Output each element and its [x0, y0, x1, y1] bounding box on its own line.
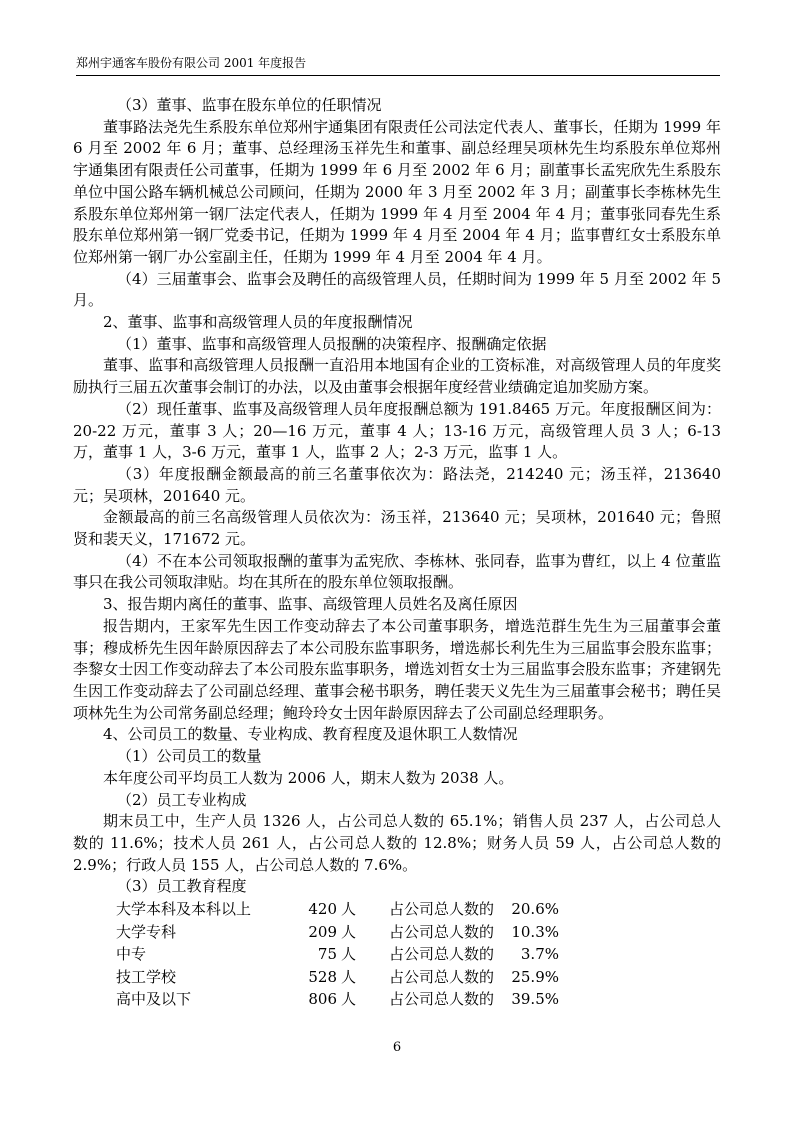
section-heading: 2、董事、监事和高级管理人员的年度报酬情况 [103, 313, 413, 332]
education-level: 大学本科及本科以上 [116, 900, 252, 919]
table-row [116, 921, 559, 944]
education-level: 高中及以下 [116, 990, 192, 1009]
education-percent: 39.5% [511, 990, 559, 1009]
percent-label: 占公司总人数的 [389, 945, 495, 964]
paragraph: （3）年度报酬金额最高的前三名董事依次为：路法尧，214240 元；汤玉祥，213640 元；吴项林，201640 元。 [73, 464, 721, 505]
education-percent: 3.7% [520, 945, 559, 964]
section-heading: 4、公司员工的数量、专业构成、教育程度及退休职工人数情况 [103, 725, 518, 744]
paragraph: （3）董事、监事在股东单位的任职情况 [117, 96, 382, 114]
paragraph: 董事、监事和高级管理人员报酬一直沿用本地国有企业的工资标准，对高级管理人员的年度奖励执行三届五次董事会制订的办法，以及由董事会根据年度经营业绩确定追加奖励方案。 [73, 356, 721, 397]
paragraph: 金额最高的前三名高级管理人员依次为：汤玉祥，213640 元；吴项林，201640 元；鲁照贤和裴天义，171672 元。 [73, 508, 721, 549]
page-header [76, 55, 720, 76]
count-unit: 人 [341, 967, 357, 986]
education-level: 中专 [116, 945, 147, 964]
education-count: 806 [308, 990, 337, 1009]
paragraph: （1）董事、监事和高级管理人员报酬的决策程序、报酬确定依据 [117, 334, 547, 353]
paragraph: 本年度公司平均员工人数为 2006 人，期末人数为 2038 人。 [103, 768, 514, 787]
education-count: 209 [308, 922, 337, 941]
paragraph: （2）员工专业构成 [117, 790, 247, 809]
paragraph: 报告期内，王家军先生因工作变动辞去了本公司董事职务，增选范群生先生为三届董事会董事；穆成桥先生因年龄原因辞去了本公司股东监事职务，增选郝长利先生为三届监事会股东监事；李黎女士因工作变动辞去了本公司股东监事职务，增选刘哲女士为三届监事会股东监事；齐建钢先生因工作变动辞去了公司副总经理、董事会秘书职务，聘任裴天义先生为三届董事会秘书；聘任吴项林先生为公司常务副总经理；鲍玲玲女士因年龄原因辞去了公司副总经理职务。 [73, 616, 721, 722]
education-table [116, 898, 559, 1011]
page-number: 6 [392, 1040, 402, 1055]
education-count: 75 [317, 945, 337, 964]
count-unit: 人 [341, 922, 357, 941]
count-unit: 人 [341, 990, 357, 1009]
paragraph: （2）现任董事、监事及高级管理人员年度报酬总额为 191.8465 万元。年度报酬区间为：20-22 万元，董事 3 人；20—16 万元，董事 4 人；13-16 万元，高级管理人员 3 人；6-13 万，董事 1 人，3-6 万元，董事 1 人，监事 2 人；2-3 万元，监事 1 人。 [73, 399, 721, 462]
education-level: 大学专科 [116, 922, 177, 941]
education-percent: 10.3% [511, 922, 559, 941]
section-heading: 3、报告期内离任的董事、监事、高级管理人员姓名及离任原因 [103, 595, 518, 614]
paragraph: 董事路法尧先生系股东单位郑州宇通集团有限责任公司法定代表人、董事长，任期为 1999 年 6 月至 2002 年 6 月；董事、总经理汤玉祥先生和董事、副总经理吴项林先生均系股东单位郑州宇通集团有限责任公司董事，任期为 1999 年 6 月至 2002 年 6 月；副董事长孟宪欣先生系股东单位中国公路车辆机械总公司顾问，任期为 2000 年 3 月至 2002 年 3 月；副董事长李栋林先生系股东单位郑州第一钢厂法定代表人，任期为 1999 年 4 月至 2004 年 4 月；董事张同春先生系股东单位郑州第一钢厂党委书记，任期为 1999 年 4 月至 2004 年 4 月；监事曹红女士系股东单位郑州第一钢厂办公室副主任，任期为 1999 年 4 月至 2004 年 4 月。 [73, 117, 721, 266]
table-row [116, 988, 559, 1011]
percent-label: 占公司总人数的 [389, 922, 495, 941]
report-body [73, 95, 721, 1011]
education-percent: 25.9% [511, 967, 559, 986]
count-unit: 人 [341, 900, 357, 919]
paragraph: （4）三届董事会、监事会及聘任的高级管理人员，任期时间为 1999 年 5 月至 2002 年 5 月。 [73, 269, 721, 310]
percent-label: 占公司总人数的 [389, 900, 495, 919]
table-row [116, 966, 559, 989]
education-count: 528 [308, 967, 337, 986]
education-level: 技工学校 [116, 967, 177, 986]
header-title: 郑州宇通客车股份有限公司 2001 年度报告 [76, 56, 307, 70]
education-percent: 20.6% [511, 900, 559, 919]
percent-label: 占公司总人数的 [389, 990, 495, 1009]
percent-label: 占公司总人数的 [389, 967, 495, 986]
education-count: 420 [308, 900, 337, 919]
paragraph: （3）员工教育程度 [117, 877, 247, 896]
paragraph: （1）公司员工的数量 [117, 747, 262, 766]
paragraph: 期末员工中，生产人员 1326 人，占公司总人数的 65.1%；销售人员 237 人，占公司总人数的 11.6%；技术人员 261 人，占公司总人数的 12.8%；财务人员 59 人，占公司总人数的 2.9%；行政人员 155 人，占公司总人数的 7.6%。 [73, 812, 721, 874]
count-unit: 人 [341, 945, 357, 964]
paragraph: （4）不在本公司领取报酬的董事为孟宪欣、李栋林、张同春，监事为曹红，以上 4 位董监事只在我公司领取津贴。均在其所在的股东单位领取报酬。 [73, 551, 721, 592]
table-row [116, 898, 559, 921]
table-row [116, 943, 559, 966]
